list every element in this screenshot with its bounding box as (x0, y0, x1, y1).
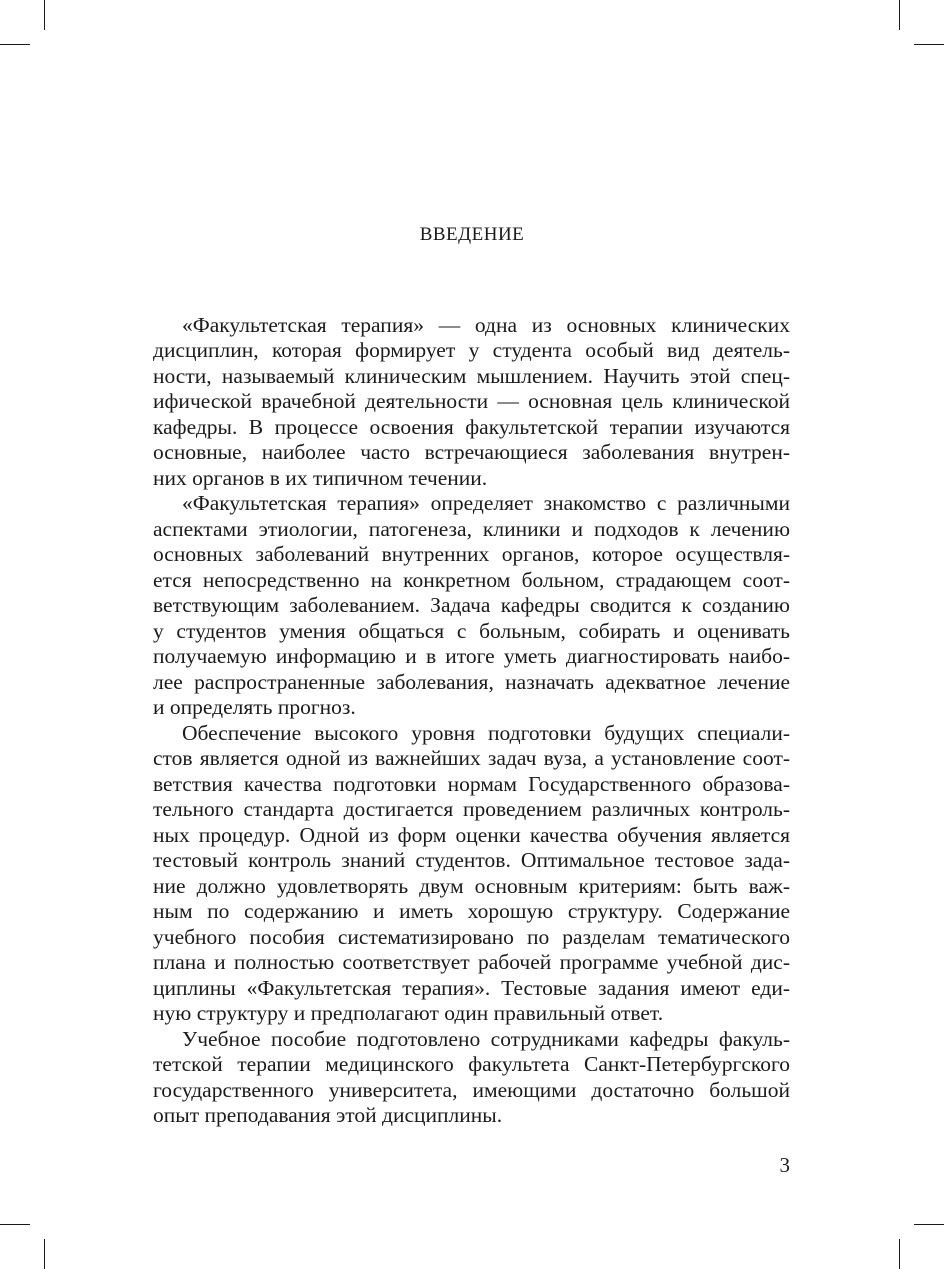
text-line: у студентов умения общаться с больным, собирать и оценивать (153, 619, 790, 643)
text-line: учебного пособия систематизировано по разделам тематического (153, 925, 790, 949)
text-line: получаемую информацию и в итоге уметь диагностировать наибо- (153, 644, 790, 668)
crop-mark (899, 0, 900, 30)
crop-mark (914, 1224, 944, 1225)
crop-mark (44, 0, 45, 30)
crop-mark (44, 1239, 45, 1269)
text-line: них органов в их типичном течении. (153, 466, 488, 490)
text-line: ется непосредственно на конкретном больном, страдающем соот- (153, 568, 790, 592)
text-line: дисциплин, которая формирует у студента особый вид деятель- (153, 338, 790, 362)
text-line: государственного университета, имеющими достаточно большой (153, 1078, 790, 1102)
text-line: и определять прогноз. (153, 695, 356, 719)
text-line: ифической врачебной деятельности — основная цель клинической (153, 389, 790, 413)
text-line: стов является одной из важнейших задач вуза, а установление соот- (153, 746, 790, 770)
page-number: 3 (779, 1153, 790, 1177)
text-line: тестовый контроль знаний студентов. Оптимальное тестовое зада- (153, 848, 790, 872)
page-title: ВВЕДЕНИЕ (419, 224, 525, 245)
crop-mark (0, 44, 30, 45)
text-line: ветствующим заболеванием. Задача кафедры сводится к созданию (153, 593, 790, 617)
text-line: ветствия качества подготовки нормам Государственного образова- (153, 772, 790, 796)
text-line: лее распространенные заболевания, назначать адекватное лечение (153, 670, 790, 694)
text-line: плана и полностью соответствует рабочей программе учебной дис- (153, 950, 790, 974)
crop-mark (914, 44, 944, 45)
text-line: ности, называемый клиническим мышлением. Научить этой спец- (153, 364, 790, 388)
text-line: Учебное пособие подготовлено сотрудниками кафедры факуль- (182, 1027, 790, 1051)
text-line: ных процедур. Одной из форм оценки качества обучения является (153, 823, 790, 847)
text-line: опыт преподавания этой дисциплины. (153, 1103, 503, 1127)
text-line: основные, наиболее часто встречающиеся заболевания внутрен- (153, 440, 790, 464)
text-line: «Факультетская терапия» определяет знакомство с различными (182, 491, 790, 515)
text-line: тельного стандарта достигается проведением различных контроль- (153, 797, 790, 821)
crop-mark (0, 1224, 30, 1225)
text-line: кафедры. В процессе освоения факультетской терапии изучаются (153, 415, 790, 439)
text-line: Обеспечение высокого уровня подготовки будущих специали- (182, 721, 790, 745)
text-line: циплины «Факультетская терапия». Тестовые задания имеют еди- (153, 976, 790, 1000)
text-line: ние должно удовлетворять двум основным критериям: быть важ- (153, 874, 790, 898)
text-line: ную структуру и предполагают один правильный ответ. (153, 1001, 664, 1025)
text-line: тетской терапии медицинского факультета Санкт-Петербургского (153, 1052, 790, 1076)
crop-mark (899, 1239, 900, 1269)
text-line: основных заболеваний внутренних органов, которое осуществля- (153, 542, 790, 566)
text-line: «Факультетская терапия» — одна из основных клинических (182, 313, 790, 337)
text-line: аспектами этиологии, патогенеза, клиники и подходов к лечению (153, 517, 790, 541)
text-line: ным по содержанию и иметь хорошую структуру. Содержание (153, 899, 790, 923)
